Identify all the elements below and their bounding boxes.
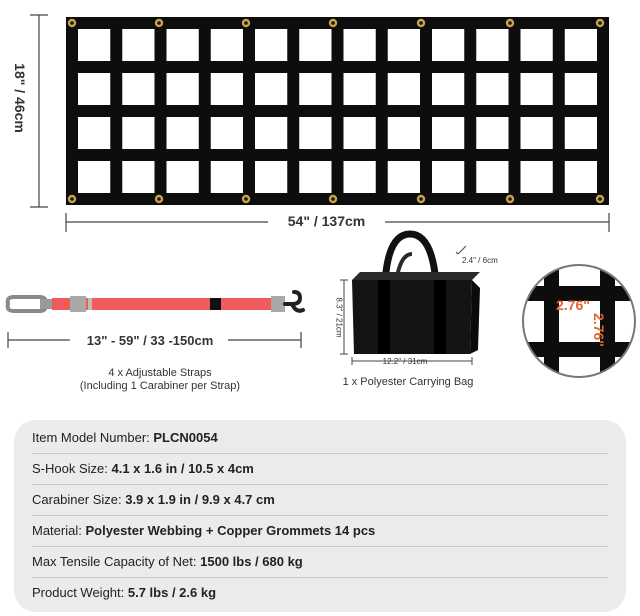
spec-label: Product Weight:	[32, 585, 128, 600]
carabiner-icon	[8, 297, 52, 311]
net-height-label: 18" / 46cm	[12, 63, 28, 133]
spec-value: 5.7 lbs / 2.6 kg	[127, 585, 217, 600]
spec-label: Max Tensile Capacity of Net:	[32, 554, 201, 569]
net-opening	[255, 161, 287, 193]
net-opening	[122, 29, 154, 61]
net-opening	[211, 161, 243, 193]
bag-depth-label: 2.4" / 6cm	[462, 256, 498, 265]
adjustable-strap-image	[0, 280, 320, 325]
net-opening	[344, 161, 376, 193]
net-height-dimension	[30, 15, 48, 207]
net-opening	[521, 73, 553, 105]
net-opening	[78, 117, 110, 149]
net-opening	[255, 29, 287, 61]
net-opening	[167, 117, 199, 149]
strap-caption-line1: 4 x Adjustable Straps	[108, 367, 212, 379]
mesh-detail-zoom	[520, 262, 638, 380]
net-opening	[388, 73, 420, 105]
spec-label: S-Hook Size:	[32, 461, 112, 476]
net-opening	[78, 29, 110, 61]
net-opening	[122, 73, 154, 105]
net-opening	[565, 117, 597, 149]
net-opening	[476, 117, 508, 149]
net-opening	[476, 73, 508, 105]
spec-label: Carabiner Size:	[32, 492, 126, 507]
spec-value: 3.9 x 1.9 in / 9.9 x 4.7 cm	[125, 492, 275, 507]
bag-width-label: 12.2" / 31cm	[382, 357, 428, 366]
s-hook-icon	[285, 292, 303, 311]
spec-row	[32, 485, 608, 516]
net-opening	[255, 73, 287, 105]
spec-row	[32, 516, 608, 547]
net-opening	[299, 29, 331, 61]
net-opening	[78, 161, 110, 193]
net-opening	[299, 161, 331, 193]
net-opening	[211, 29, 243, 61]
net-opening	[167, 161, 199, 193]
net-opening	[432, 161, 464, 193]
net-opening	[432, 29, 464, 61]
net-opening	[521, 161, 553, 193]
strap-length-label: 13" - 59" / 33 -150cm	[86, 333, 214, 348]
spec-panel	[14, 420, 626, 612]
spec-value: Polyester Webbing + Copper Grommets 14 pcs	[85, 523, 376, 538]
net-opening	[299, 117, 331, 149]
net-opening	[432, 117, 464, 149]
net-width-label: 54" / 137cm	[287, 213, 366, 229]
net-opening	[565, 73, 597, 105]
net-opening	[167, 29, 199, 61]
net-opening	[388, 161, 420, 193]
net-opening	[167, 73, 199, 105]
net-opening	[476, 161, 508, 193]
net-opening	[211, 117, 243, 149]
carrying-bag-image	[330, 228, 510, 373]
spec-value: 1500 lbs / 680 kg	[200, 554, 303, 569]
cargo-net	[66, 17, 609, 205]
strap-webbing	[52, 298, 284, 310]
net-opening	[122, 117, 154, 149]
ratchet-buckle	[70, 296, 86, 312]
net-opening	[521, 29, 553, 61]
net-opening	[78, 73, 110, 105]
net-opening	[255, 117, 287, 149]
net-opening	[388, 117, 420, 149]
cargo-net-image	[0, 0, 640, 240]
net-opening	[476, 29, 508, 61]
spec-label: Item Model Number:	[32, 430, 154, 445]
net-opening	[521, 117, 553, 149]
net-opening	[211, 73, 243, 105]
spec-row	[32, 454, 608, 485]
spec-label: Material:	[32, 523, 86, 538]
bag-height-label: 8.3" / 21cm	[334, 297, 344, 338]
net-opening	[299, 73, 331, 105]
strap-caption-line2: (Including 1 Carabiner per Strap)	[79, 380, 241, 392]
spec-row	[32, 578, 608, 608]
net-opening	[344, 73, 376, 105]
spec-value: PLCN0054	[153, 430, 218, 445]
mesh-vertical-label: 2.76"	[590, 313, 607, 347]
net-opening	[122, 161, 154, 193]
net-opening	[432, 73, 464, 105]
bag-caption: 1 x Polyester Carrying Bag	[342, 376, 474, 388]
mesh-horizontal-label: 2.76"	[556, 297, 590, 313]
spec-value: 4.1 x 1.6 in / 10.5 x 4cm	[111, 461, 254, 476]
spec-row	[32, 547, 608, 578]
net-opening	[388, 29, 420, 61]
net-opening	[565, 29, 597, 61]
spec-row	[32, 423, 608, 454]
net-opening	[344, 117, 376, 149]
net-opening	[344, 29, 376, 61]
net-opening	[565, 161, 597, 193]
